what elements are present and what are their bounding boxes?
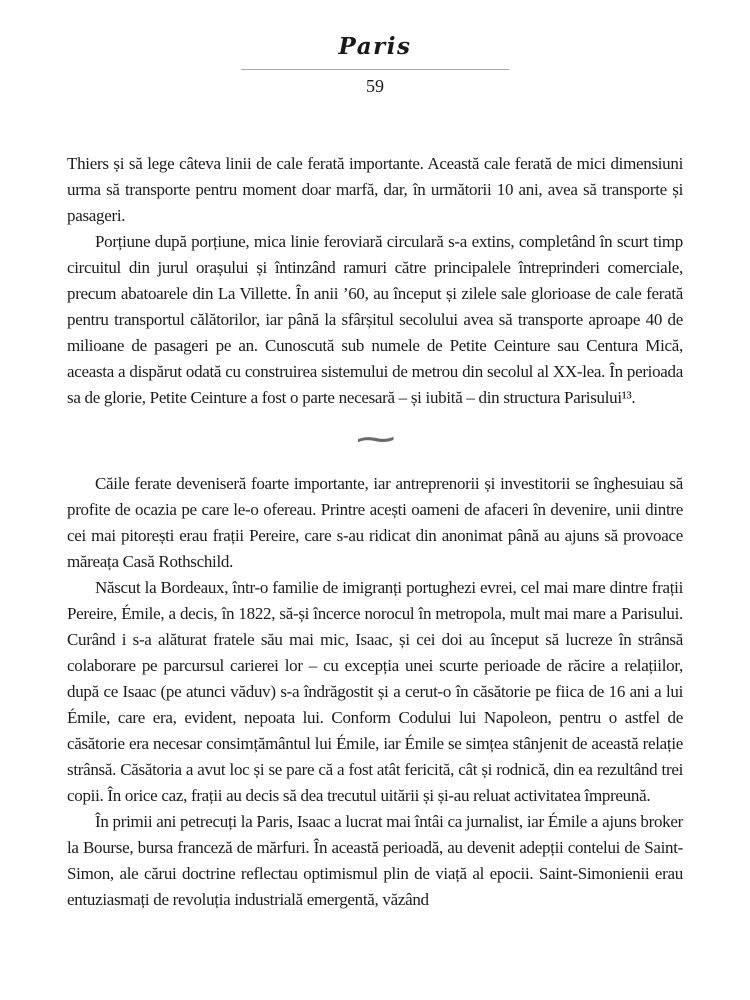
paragraph-petite-ceinture: Porțiune după porțiune, mica linie feroviară circulară s-a extins, completând în scurt timp circuitul din jurul orașului și întinzând ramuri către principalele întreprinderi comerciale, precum abatoarele din La Villette. În anii ’60, au început și zilele sale glorioase de cale ferată pentru transportul călătorilor, iar până la sfârșitul secolului avea să transporte aproape 40 de milioane de pasageri pe an. Cunoscută sub numele de Petite Ceinture sau Centura Mică, aceasta a dispărut odată cu construirea sistemului de metrou din secolul al XX-lea. În perioada sa de glorie, Petite Ceinture a fost o parte necesară – și iubită – din structura Parisului¹³. (67, 232, 683, 407)
page-body (67, 151, 683, 913)
paragraph-saint-simon: În primii ani petrecuți la Paris, Isaac a lucrat mai întâi ca jurnalist, iar Émile a ajuns broker la Bourse, bursa franceză de mărfuri. În această perioadă, au devenit adepții contelui de Saint-Simon, ale cărui doctrine reflectau optimismul plin de viață al epocii. Saint-Simonienii erau entuziasmați de revoluția industrială emergentă, văzând (67, 812, 683, 909)
paragraph-pereire-biography: Născut la Bordeaux, într-o familie de imigranți portughezi evrei, cel mai mare dintre frații Pereire, Émile, a decis, în 1822, să-și încerce norocul în metropola, mult mai mare a Parisului. Curând i s-a alăturat fratele său mai mic, Isaac, și cei doi au început să lucreze în strânsă colaborare pe parcursul carierei lor – cu excepția unei scurte perioade de răcire a relațiilor, după ce Isaac (pe atunci văduv) s-a îndrăgostit și a cerut-o în căsătorie pe fiica de 16 ani a lui Émile, care era, evident, nepoata lui. Conform Codului lui Napoleon, pentru o astfel de căsătorie era necesar consimțământul lui Émile, iar Émile se simțea stânjenit de această relație strânsă. Căsătoria a avut loc și se pare că a fost atât fericită, cât și rodnică, din ea rezultând trei copii. În orice caz, frații au decis să dea trecutul uitării și și-au reluat activitatea împreună. (67, 578, 683, 805)
header-rule (241, 69, 509, 70)
running-header-title: Paris (338, 33, 412, 60)
tilde-ornament-icon: ∼ (351, 424, 399, 455)
paragraph-pereire-brothers-intro: Căile ferate deveniseră foarte importante, iar antreprenorii și investitorii se înghesuiau să profite de ocazia pe care le-o ofereau. Printre acești oameni de afaceri în devenire, unii dintre cei mai pitorești erau frații Pereire, care s-au ridicat din anonimat până au ajuns să provoace măreața Casă Rothschild. (67, 474, 683, 571)
paragraph-railway-continuation: Thiers și să lege câteva linii de cale ferată importante. Această cale ferată de mici dimensiuni urma să transporte pentru moment doar marfă, dar, în următorii 10 ani, avea să transporte și pasageri. (67, 154, 683, 225)
section-separator (67, 422, 683, 458)
page-number: 59 (366, 76, 384, 96)
